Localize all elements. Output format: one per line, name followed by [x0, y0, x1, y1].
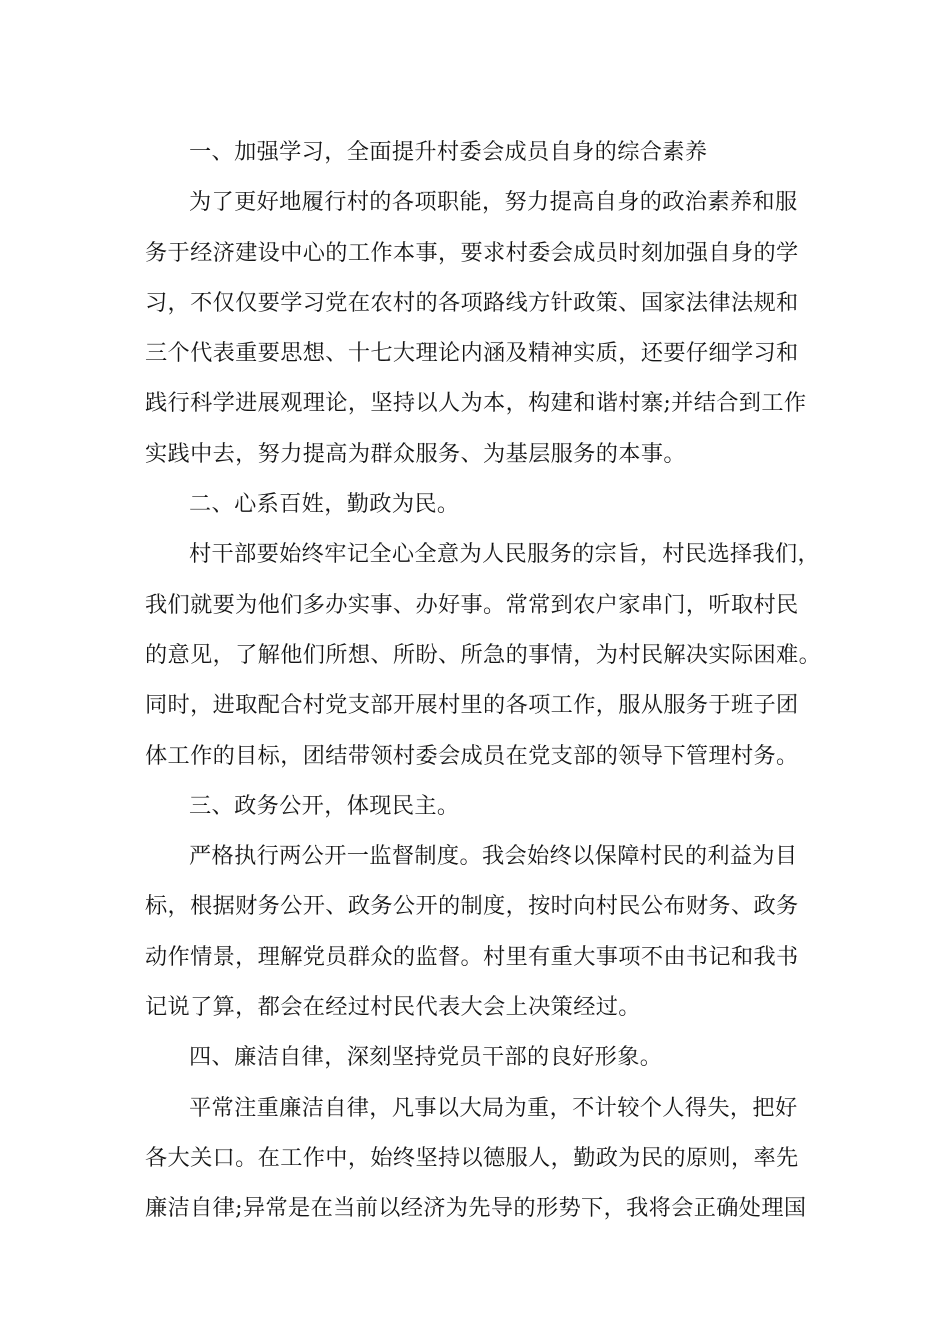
paragraph-line: 各大关口。在工作中，始终坚持以德服人，勤政为民的原则，率先	[145, 1144, 799, 1171]
section-heading-4: 四、廉洁自律，深刻坚持党员干部的良好形象。	[189, 1044, 663, 1071]
section-heading-2: 二、心系百姓，勤政为民。	[189, 491, 460, 518]
paragraph-line: 我们就要为他们多办实事、办好事。常常到农户家串门，听取村民	[145, 591, 799, 618]
paragraph-line: 村干部要始终牢记全心全意为人民服务的宗旨，村民选择我们，	[189, 541, 821, 568]
paragraph-line: 务于经济建设中心的工作本事，要求村委会成员时刻加强自身的学	[145, 239, 799, 266]
section-heading-1: 一、加强学习，全面提升村委会成员自身的综合素养	[189, 139, 708, 165]
paragraph-line: 习，不仅仅要学习党在农村的各项路线方针政策、国家法律法规和	[145, 289, 799, 316]
paragraph-line: 严格执行两公开一监督制度。我会始终以保障村民的利益为目	[189, 843, 798, 870]
paragraph-line: 实践中去，努力提高为群众服务、为基层服务的本事。	[145, 440, 686, 467]
paragraph-line: 平常注重廉洁自律，凡事以大局为重，不计较个人得失，把好	[189, 1094, 798, 1121]
paragraph-line: 践行科学进展观理论，坚持以人为本，构建和谐村寨;并结合到工作	[145, 390, 807, 417]
paragraph-line: 同时，进取配合村党支部开展村里的各项工作，服从服务于班子团	[145, 692, 799, 719]
paragraph-line: 为了更好地履行村的各项职能，努力提高自身的政治素养和服	[189, 189, 798, 216]
paragraph-line: 标，根据财务公开、政务公开的制度，按时向村民公布财务、政务	[145, 893, 799, 920]
paragraph-line: 三个代表重要思想、十七大理论内涵及精神实质，还要仔细学习和	[145, 340, 799, 367]
paragraph-line: 体工作的目标，团结带领村委会成员在党支部的领导下管理村务。	[145, 742, 799, 769]
section-heading-3: 三、政务公开，体现民主。	[189, 792, 460, 819]
paragraph-line: 的意见，了解他们所想、所盼、所急的事情，为村民解决实际困难。	[145, 641, 822, 668]
document-body	[145, 127, 822, 1234]
paragraph-line: 廉洁自律;异常是在当前以经济为先导的形势下，我将会正确处理国	[145, 1195, 807, 1222]
paragraph-line: 记说了算，都会在经过村民代表大会上决策经过。	[145, 994, 641, 1021]
paragraph-line: 动作情景，理解党员群众的监督。村里有重大事项不由书记和我书	[145, 943, 799, 970]
